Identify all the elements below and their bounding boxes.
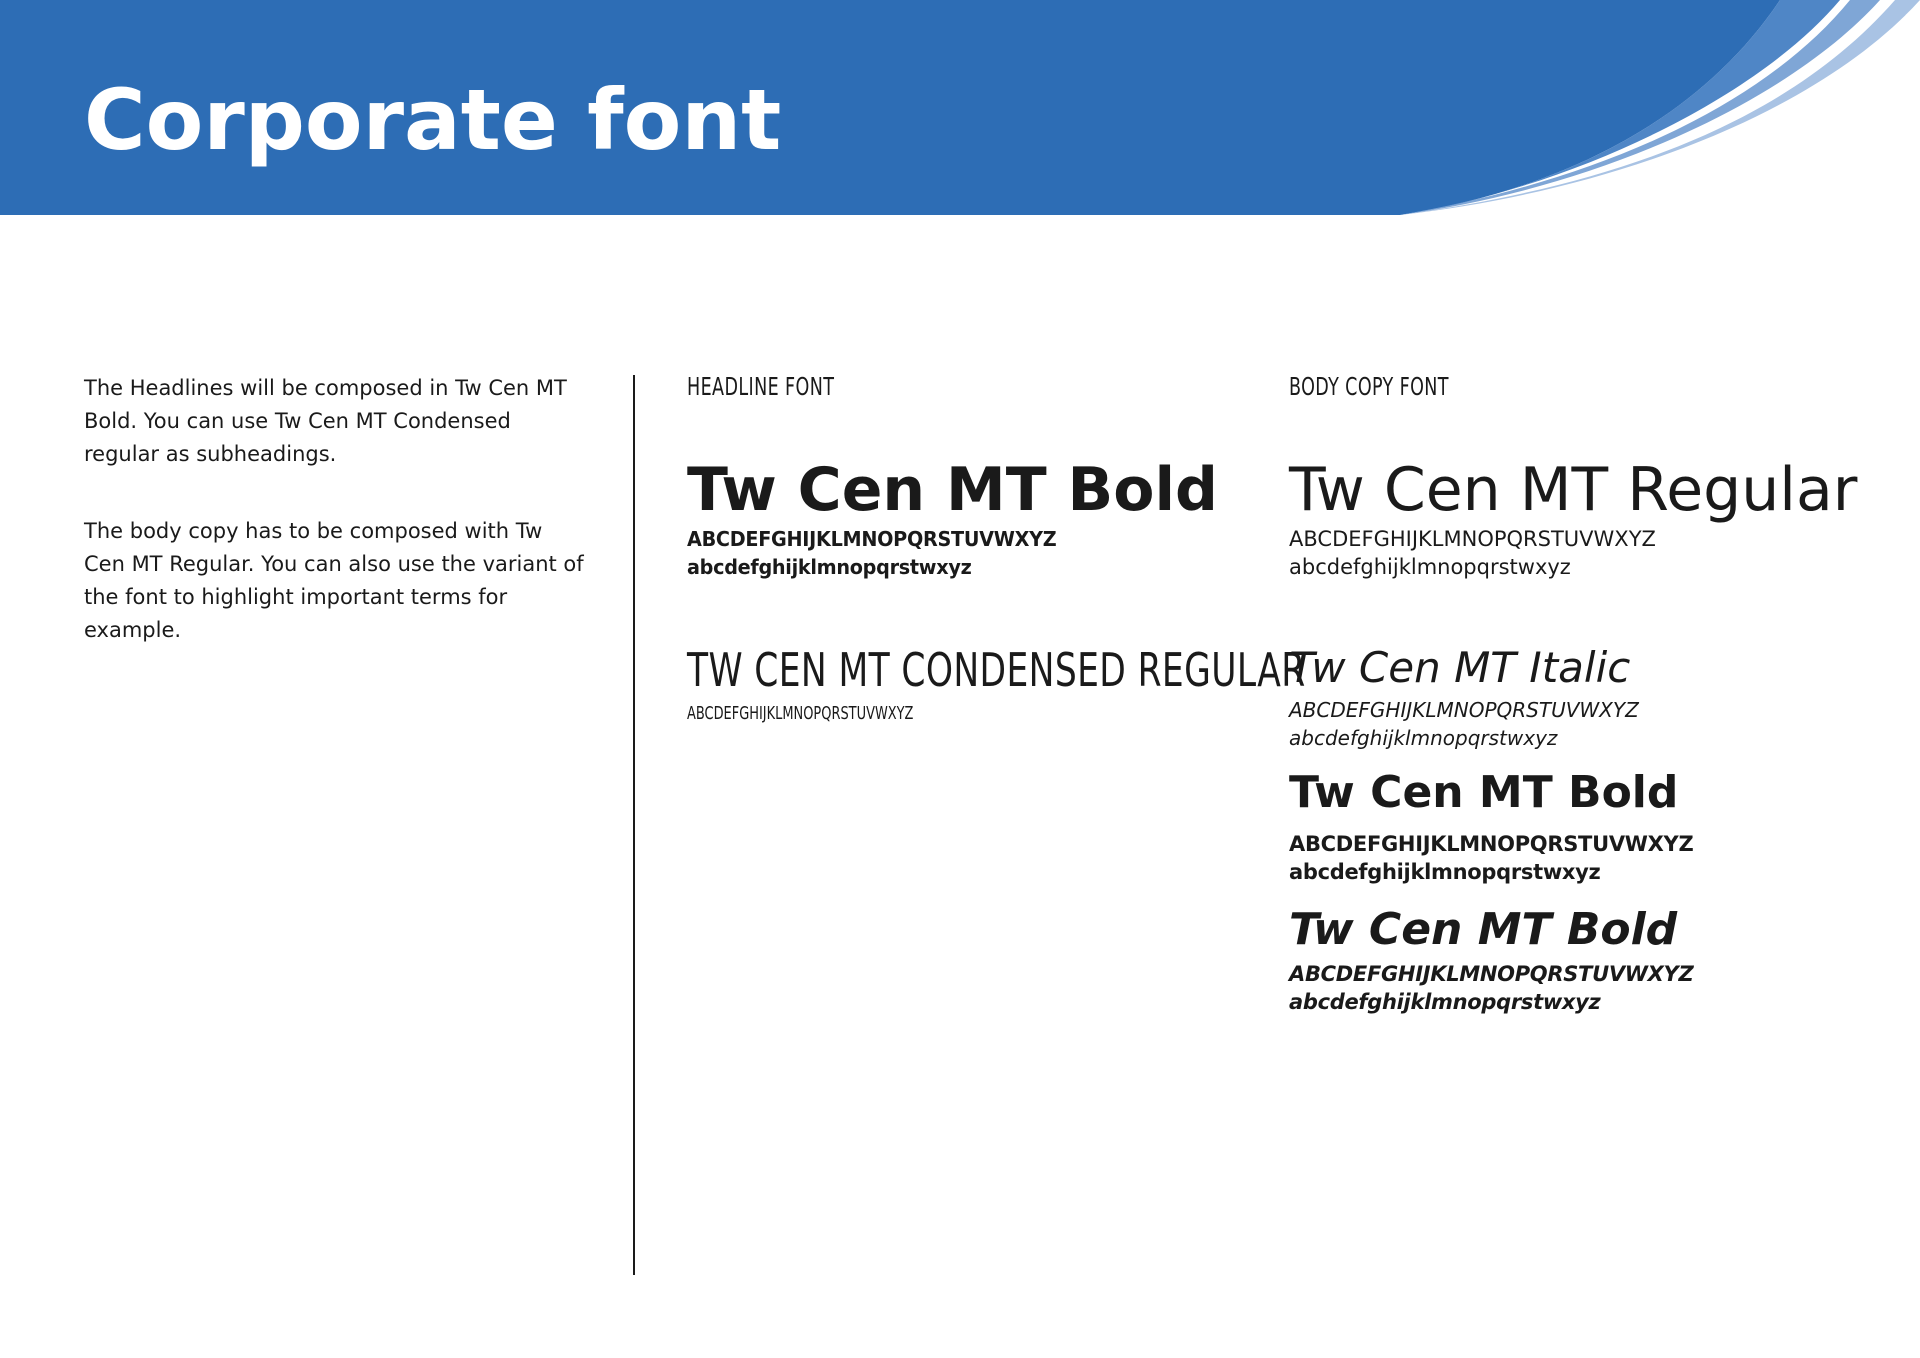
body-sample-bold-lower: abcdefghijklmnopqrstwxyz xyxy=(1289,860,1601,884)
body-sample-bold xyxy=(1289,762,1693,886)
headline-sample-bold-name: Tw Cen MT Bold xyxy=(687,455,1218,525)
headline-font-column xyxy=(687,370,1306,724)
page-title: Corporate font xyxy=(84,71,782,169)
body-sample-regular xyxy=(1289,455,1857,581)
header-band xyxy=(0,0,1920,215)
body-sample-bold-caps: ABCDEFGHIJKLMNOPQRSTUVWXYZ xyxy=(1289,832,1694,856)
headline-sample-bold xyxy=(687,455,1218,581)
body-sample-bold-italic-name: Tw Cen MT Bold xyxy=(1289,904,1678,955)
body-sample-italic-lower: abcdefghijklmnopqrstwxyz xyxy=(1289,726,1558,750)
body-font-label: BODY COPY FONT xyxy=(1289,372,1449,401)
intro-text xyxy=(84,372,584,691)
body-sample-regular-lower: abcdefghijklmnopqrstwxyz xyxy=(1289,555,1571,579)
body-sample-bold-italic-lower: abcdefghijklmnopqrstwxyz xyxy=(1289,990,1601,1014)
headline-sample-bold-caps: ABCDEFGHIJKLMNOPQRSTUVWXYZ xyxy=(687,527,1057,551)
headline-font-label: HEADLINE FONT xyxy=(687,372,835,401)
body-sample-italic-name: Tw Cen MT Italic xyxy=(1289,643,1631,692)
intro-paragraph-headlines: The Headlines will be composed in Tw Cen MT Bold. You can use Tw Cen MT Condensed regular as subheadings. xyxy=(84,376,567,466)
body-sample-bold-italic-caps: ABCDEFGHIJKLMNOPQRSTUVWXYZ xyxy=(1289,962,1694,986)
column-divider xyxy=(633,375,635,1275)
intro-paragraph-body: The body copy has to be composed with Tw Cen MT Regular. You can also use the variant of the font to highlight important terms for example. xyxy=(84,519,584,642)
body-sample-regular-caps: ABCDEFGHIJKLMNOPQRSTUVWXYZ xyxy=(1289,527,1656,551)
body-sample-bold-name: Tw Cen MT Bold xyxy=(1289,767,1679,818)
headline-sample-condensed-caps: ABCDEFGHIJKLMNOPQRSTUVWXYZ xyxy=(687,703,914,724)
body-sample-regular-name: Tw Cen MT Regular xyxy=(1289,455,1858,525)
headline-sample-condensed-name: TW CEN MT CONDENSED REGULAR xyxy=(687,643,1306,697)
body-sample-italic-caps: ABCDEFGHIJKLMNOPQRSTUVWXYZ xyxy=(1289,698,1639,722)
body-font-column xyxy=(1289,370,1909,1014)
body-sample-bold-italic xyxy=(1289,900,1693,1016)
headline-sample-bold-lower: abcdefghijklmnopqrstwxyz xyxy=(687,555,972,579)
body-sample-italic xyxy=(1289,640,1639,752)
